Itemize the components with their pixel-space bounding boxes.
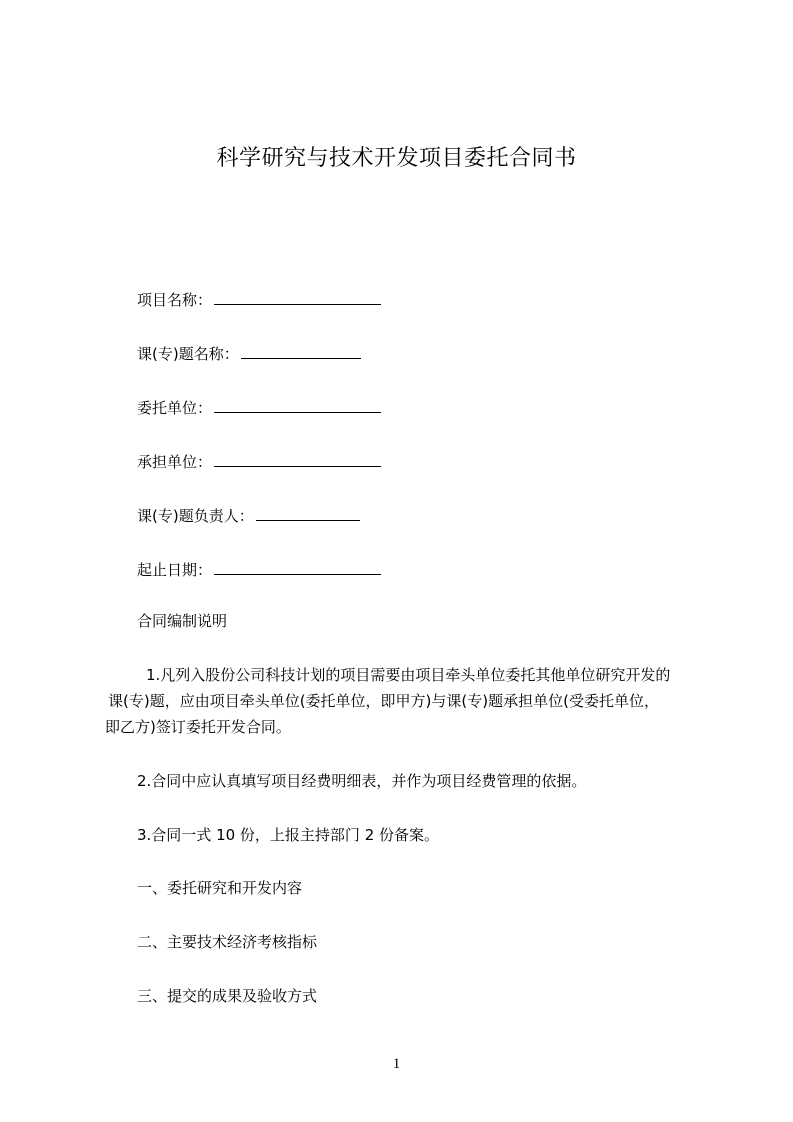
field-date-range: [137, 559, 381, 581]
blank-line[interactable]: [214, 452, 381, 467]
page-number: 1: [392, 1056, 401, 1072]
blank-line[interactable]: [256, 506, 360, 521]
field-project-name: [137, 289, 381, 311]
field-label: 课(专)题负责人：: [137, 507, 254, 525]
field-topic-name: [137, 343, 361, 365]
section-heading-3: 三、提交的成果及验收方式: [137, 987, 318, 1005]
blank-line[interactable]: [241, 344, 361, 359]
blank-line[interactable]: [214, 560, 381, 575]
instruction-3: 3.合同一式 10 份，上报主持部门 2 份备案。: [137, 826, 440, 844]
field-contractor-unit: [137, 451, 381, 473]
instruction-2: 2.合同中应认真填写项目经费明细表，并作为项目经费管理的依据。: [137, 772, 587, 790]
field-label: 委托单位：: [137, 399, 213, 417]
field-label: 项目名称：: [137, 291, 213, 309]
field-topic-leader: [137, 505, 360, 527]
field-client-unit: [137, 397, 381, 419]
section-heading-1: 一、委托研究和开发内容: [137, 879, 303, 897]
blank-line[interactable]: [214, 290, 381, 305]
instruction-1-line-2: 课(专)题，应由项目牵头单位(委托单位，即甲方)与课(专)题承担单位(受委托单位，: [108, 692, 659, 710]
instructions-heading: 合同编制说明: [137, 612, 228, 630]
field-label: 课(专)题名称：: [137, 345, 239, 363]
field-label: 起止日期：: [137, 561, 213, 579]
document-title: 科学研究与技术开发项目委托合同书: [216, 146, 577, 171]
blank-line[interactable]: [214, 398, 381, 413]
instruction-1-line-1: 1.凡列入股份公司科技计划的项目需要由项目牵头单位委托其他单位研究开发的: [146, 666, 671, 684]
section-heading-2: 二、主要技术经济考核指标: [137, 933, 318, 951]
instruction-1-line-3: 即乙方)签订委托开发合同。: [105, 718, 291, 736]
field-label: 承担单位：: [137, 453, 213, 471]
